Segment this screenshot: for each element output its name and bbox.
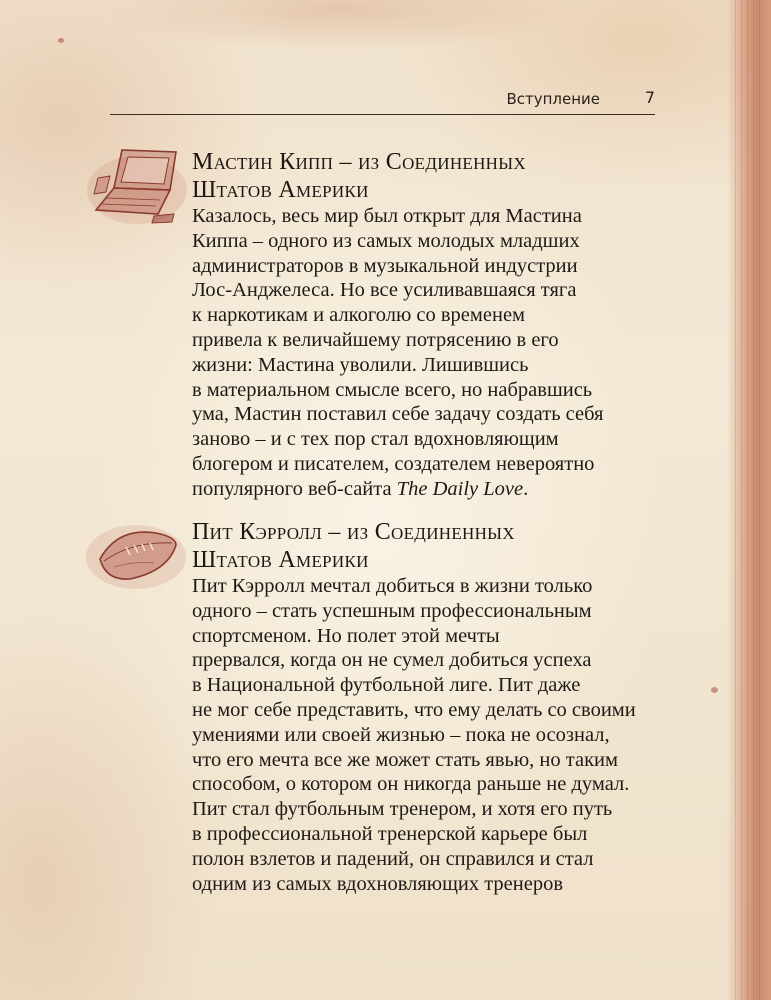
heading-line: Штатов Америки bbox=[192, 547, 369, 573]
body-line: умениями или своей жизнью – пока не осознал, bbox=[192, 723, 610, 746]
laptop-sketch-icon bbox=[84, 138, 190, 228]
body-line: прервался, когда он не сумел добиться успеха bbox=[192, 649, 592, 672]
heading-line: Пит Кэрролл – из Соединенных bbox=[192, 519, 515, 545]
body-line: заново – и с тех пор стал вдохновляющим bbox=[192, 428, 559, 451]
body-text: . bbox=[523, 477, 529, 500]
body-line: ума, Мастин поставил себе задачу создать себя bbox=[192, 403, 604, 426]
body-line: в профессиональной тренерской карьере был bbox=[192, 822, 588, 845]
ink-spot bbox=[711, 687, 718, 693]
section-pete-carroll bbox=[192, 518, 662, 896]
body-line bbox=[192, 477, 662, 502]
body-line: полон взлетов и падений, он справился и стал bbox=[192, 847, 594, 870]
body-line: в материальном смысле всего, но набравшись bbox=[192, 378, 593, 401]
heading-line: Мастин Кипп – из Соединенных bbox=[192, 149, 526, 175]
body-line: одним из самых вдохновляющих тренеров bbox=[192, 872, 564, 895]
body-line: жизни: Мастина уволили. Лишившись bbox=[192, 353, 529, 376]
body-line: одного – стать успешным профессиональным bbox=[192, 599, 592, 622]
heading-line: Штатов Америки bbox=[192, 177, 369, 203]
section-mastin-kipp bbox=[192, 148, 662, 502]
body-line: администраторов в музыкальной индустрии bbox=[192, 254, 578, 277]
body-line: Лос-Анджелеса. Но все усиливавшаяся тяга bbox=[192, 279, 577, 302]
section-body bbox=[192, 574, 662, 896]
ink-spot bbox=[58, 38, 64, 43]
section-body bbox=[192, 204, 662, 502]
football-sketch-icon bbox=[84, 515, 188, 595]
body-line: привела к величайшему потрясению в его bbox=[192, 328, 559, 351]
body-line: спортсменом. Но полет этой мечты bbox=[192, 624, 500, 647]
body-text: популярного веб-сайта bbox=[192, 477, 397, 500]
page-edge-texture bbox=[735, 0, 765, 1000]
page-number: 7 bbox=[644, 88, 655, 107]
body-line: блогером и писателем, создателем невероятно bbox=[192, 452, 595, 475]
body-line: Пит стал футбольным тренером, и хотя его путь bbox=[192, 798, 613, 821]
body-line: Казалось, весь мир был открыт для Мастина bbox=[192, 205, 582, 227]
website-title: The Daily Love bbox=[396, 477, 524, 500]
body-line: не мог себе представить, что ему делать со своими bbox=[192, 698, 636, 721]
section-heading bbox=[192, 148, 662, 204]
running-header bbox=[110, 88, 655, 115]
body-line: в Национальной футбольной лиге. Пит даже bbox=[192, 674, 581, 697]
body-line: Киппа – одного из самых молодых младших bbox=[192, 229, 580, 252]
body-line: к наркотикам и алкоголю со временем bbox=[192, 304, 526, 327]
body-line: что его мечта все же может стать явью, но таким bbox=[192, 748, 618, 771]
chapter-title: Вступление bbox=[506, 90, 600, 108]
body-line: способом, о котором он никогда раньше не думал. bbox=[192, 773, 630, 796]
body-line: Пит Кэрролл мечтал добиться в жизни только bbox=[192, 575, 593, 597]
section-heading bbox=[192, 518, 662, 574]
